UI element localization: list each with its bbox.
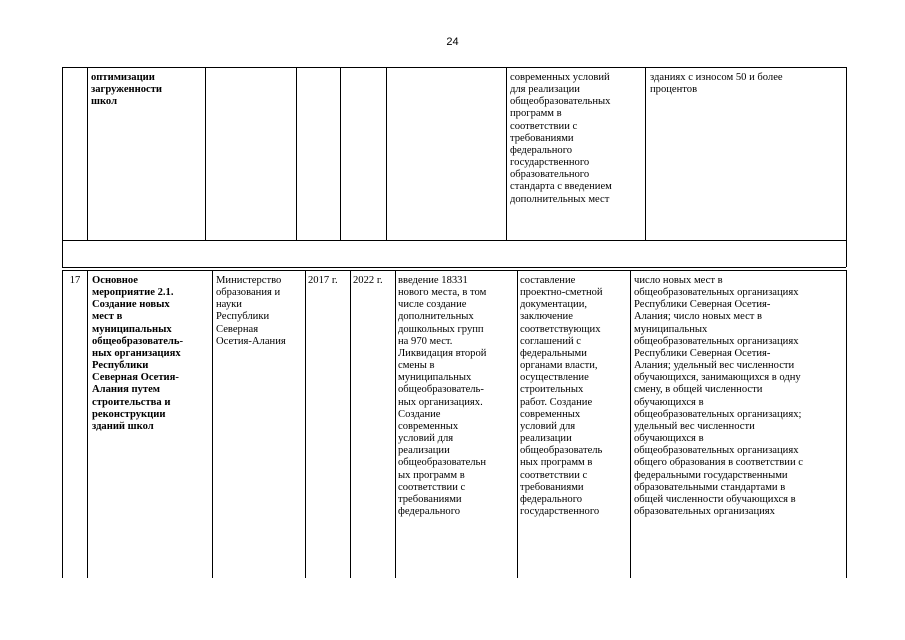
continuation-name-cell: оптимизации загруженности школ bbox=[91, 72, 163, 108]
activities-cell: составление проектно-сметной документации, заключение соответствующих соглашений с федеральными органами власти, осуществление строительных работ. Создание современных условий для реализации общеобразователь ных программ в соответствии с требованиями федерального государственного bbox=[520, 275, 603, 517]
executor-cell: Министерство образования и науки Республики Северная Осетия-Алания bbox=[216, 275, 286, 347]
continuation-indicator-cell: зданиях с износом 50 и более процентов bbox=[650, 72, 783, 96]
measure-name-cell: Основное мероприятие 2.1. Создание новых мест в муниципальных общеобразователь- ных организациях Республики Северная Осетия- Алания путем строительства и реконструкции зданий школ bbox=[92, 275, 183, 432]
indicators-cell: число новых мест в общеобразовательных организациях Республики Северная Осетия- Алания; число новых мест в муниципальных общеобразовательных организациях Республики Северная Осетия- Алания; удельный вес численности обучающихся, занимающихся в одну смену, в общей численности обучающихся в общеобразовательных организациях; удельный вес численности обучающихся в общеобразовательных организациях общего образования в соответствии с федеральными государственными образовательными стандартами в общей численности обучающихся в образовательных организациях bbox=[634, 275, 803, 517]
expected-result-cell: введение 18331 нового места, в том числе создание дополнительных дошкольных групп на 970 мест. Ликвидация второй смены в муниципальных общеобразователь- ных организациях. Создание современных условий для реализации общеобразовательн ых программ в соответствии с требованиями федерального bbox=[398, 275, 487, 517]
page-number: 24 bbox=[446, 36, 459, 48]
row-number-cell: 17 bbox=[69, 275, 81, 286]
end-year-cell: 2022 г. bbox=[353, 275, 383, 286]
continuation-result-cell: современных условий для реализации общеобразовательных программ в соответствии с требованиями федерального государственного образовательного стандарта с введением дополнительных мест bbox=[510, 72, 612, 205]
start-year-cell: 2017 г. bbox=[308, 275, 338, 286]
